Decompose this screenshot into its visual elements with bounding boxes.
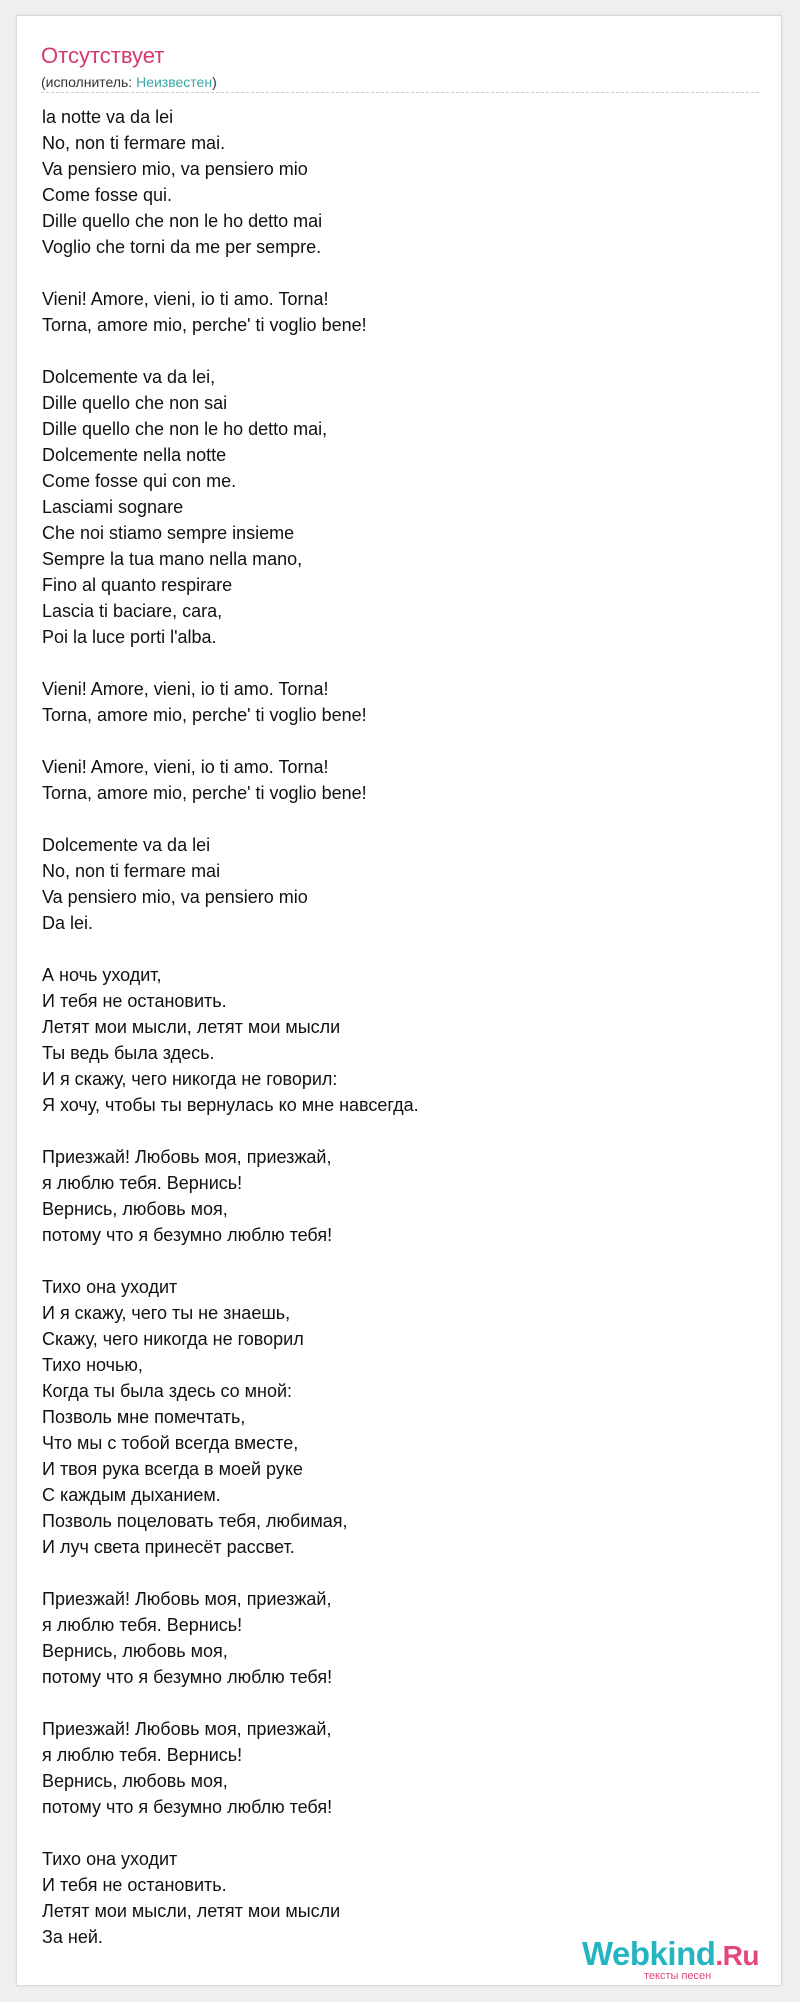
- lyrics-line: И я скажу, чего ты не знаешь,: [42, 1303, 291, 1323]
- lyrics-line: Come fosse qui con me.: [42, 471, 237, 491]
- lyrics-line: Voglio che torni da me per sempre.: [42, 237, 322, 257]
- lyrics-blank-line: [42, 1248, 762, 1274]
- lyrics-line: И твоя рука всегда в моей руке: [42, 1459, 303, 1479]
- lyrics-line: Poi la luce porti l'alba.: [42, 627, 217, 647]
- lyrics-line: la notte va da lei: [42, 107, 174, 127]
- lyrics-line: Dolcemente nella notte: [42, 445, 227, 465]
- logo-wordmark: [582, 1936, 759, 1974]
- lyrics-line: я люблю тебя. Вернись!: [42, 1745, 243, 1765]
- lyrics-line: Sempre la tua mano nella mano,: [42, 549, 303, 569]
- lyrics-line: Come fosse qui.: [42, 185, 173, 205]
- lyrics-line: Dille quello che non sai: [42, 393, 228, 413]
- lyrics-line: Dolcemente va da lei: [42, 835, 211, 855]
- lyrics-blank-line: [42, 1690, 762, 1716]
- lyrics-blank-line: [42, 260, 762, 286]
- lyrics-line: Летят мои мысли, летят мои мысли: [42, 1901, 341, 1921]
- lyrics-line: я люблю тебя. Вернись!: [42, 1615, 243, 1635]
- logo-tld-text: .Ru: [715, 1940, 760, 1971]
- logo-tagline: тексты песен: [644, 1970, 712, 1982]
- lyrics-line: Я хочу, чтобы ты вернулась ко мне навсегда.: [42, 1095, 419, 1115]
- lyrics-line: Тихо ночью,: [42, 1355, 143, 1375]
- lyrics-line: Vieni! Amore, vieni, io ti amo. Torna!: [42, 757, 329, 777]
- lyrics-line: Vieni! Amore, vieni, io ti amo. Torna!: [42, 289, 329, 309]
- lyrics-line: Приезжай! Любовь моя, приезжай,: [42, 1719, 332, 1739]
- song-title: Отсутствует: [41, 43, 165, 68]
- lyrics-blank-line: [42, 806, 762, 832]
- lyrics-line: И тебя не остановить.: [42, 991, 227, 1011]
- lyrics-line: Что мы с тобой всегда вместе,: [42, 1433, 299, 1453]
- lyrics-line: No, non ti fermare mai.: [42, 133, 226, 153]
- lyrics-line: Fino al quanto respirare: [42, 575, 233, 595]
- lyrics-line: Тихо она уходит: [42, 1849, 178, 1869]
- lyrics-line: Da lei.: [42, 913, 94, 933]
- artist-suffix: ): [212, 74, 217, 90]
- lyrics-line: Va pensiero mio, va pensiero mio: [42, 887, 308, 907]
- lyrics-line: И я скажу, чего никогда не говорил:: [42, 1069, 338, 1089]
- artist-prefix: (исполнитель:: [41, 74, 137, 90]
- lyrics-line: Ты ведь была здесь.: [42, 1043, 215, 1063]
- lyrics-blank-line: [42, 338, 762, 364]
- lyrics-line: потому что я безумно люблю тебя!: [42, 1225, 333, 1245]
- lyrics-line: Torna, amore mio, perche' ti voglio bene!: [42, 783, 367, 803]
- lyrics-line: За ней.: [42, 1927, 103, 1947]
- lyrics-line: Приезжай! Любовь моя, приезжай,: [42, 1589, 332, 1609]
- lyrics-line: Приезжай! Любовь моя, приезжай,: [42, 1147, 332, 1167]
- lyrics-line: Vieni! Amore, vieni, io ti amo. Torna!: [42, 679, 329, 699]
- lyrics-line: Вернись, любовь моя,: [42, 1199, 228, 1219]
- lyrics-line: Che noi stiamo sempre insieme: [42, 523, 295, 543]
- artist-link[interactable]: Неизвестен: [136, 74, 213, 90]
- lyrics-line: Dille quello che non le ho detto mai: [42, 211, 323, 231]
- lyrics-line: С каждым дыханием.: [42, 1485, 221, 1505]
- artist-line: [41, 73, 217, 91]
- lyrics-blank-line: [42, 1118, 762, 1144]
- lyrics-line: Dolcemente va da lei,: [42, 367, 216, 387]
- site-logo[interactable]: [582, 1936, 774, 1982]
- lyrics-blank-line: [42, 650, 762, 676]
- lyrics-line: потому что я безумно люблю тебя!: [42, 1797, 333, 1817]
- lyrics-line: Скажу, чего никогда не говорил: [42, 1329, 304, 1349]
- lyrics-line: Вернись, любовь моя,: [42, 1641, 228, 1661]
- lyrics-blank-line: [42, 936, 762, 962]
- lyrics-line: я люблю тебя. Вернись!: [42, 1173, 243, 1193]
- lyrics-line: Va pensiero mio, va pensiero mio: [42, 159, 308, 179]
- lyrics-line: И луч света принесёт рассвет.: [42, 1537, 295, 1557]
- lyrics-line: Когда ты была здесь со мной:: [42, 1381, 293, 1401]
- lyrics-line: А ночь уходит,: [42, 965, 162, 985]
- lyrics-text: [42, 104, 762, 1950]
- lyrics-line: Вернись, любовь моя,: [42, 1771, 228, 1791]
- lyrics-line: потому что я безумно люблю тебя!: [42, 1667, 333, 1687]
- lyrics-blank-line: [42, 728, 762, 754]
- lyrics-line: Летят мои мысли, летят мои мысли: [42, 1017, 341, 1037]
- lyrics-line: Позволь поцеловать тебя, любимая,: [42, 1511, 348, 1531]
- lyrics-blank-line: [42, 1560, 762, 1586]
- title-divider: [41, 92, 759, 93]
- lyrics-line: Тихо она уходит: [42, 1277, 178, 1297]
- logo-main-text: Webkind: [582, 1935, 716, 1972]
- lyrics-line: No, non ti fermare mai: [42, 861, 221, 881]
- lyrics-line: Lasciami sognare: [42, 497, 184, 517]
- lyrics-line: Позволь мне помечтать,: [42, 1407, 246, 1427]
- lyrics-line: Torna, amore mio, perche' ti voglio bene!: [42, 705, 367, 725]
- lyrics-blank-line: [42, 1820, 762, 1846]
- lyrics-line: Lascia ti baciare, cara,: [42, 601, 223, 621]
- lyrics-line: Dille quello che non le ho detto mai,: [42, 419, 328, 439]
- lyrics-line: И тебя не остановить.: [42, 1875, 227, 1895]
- lyrics-line: Torna, amore mio, perche' ti voglio bene!: [42, 315, 367, 335]
